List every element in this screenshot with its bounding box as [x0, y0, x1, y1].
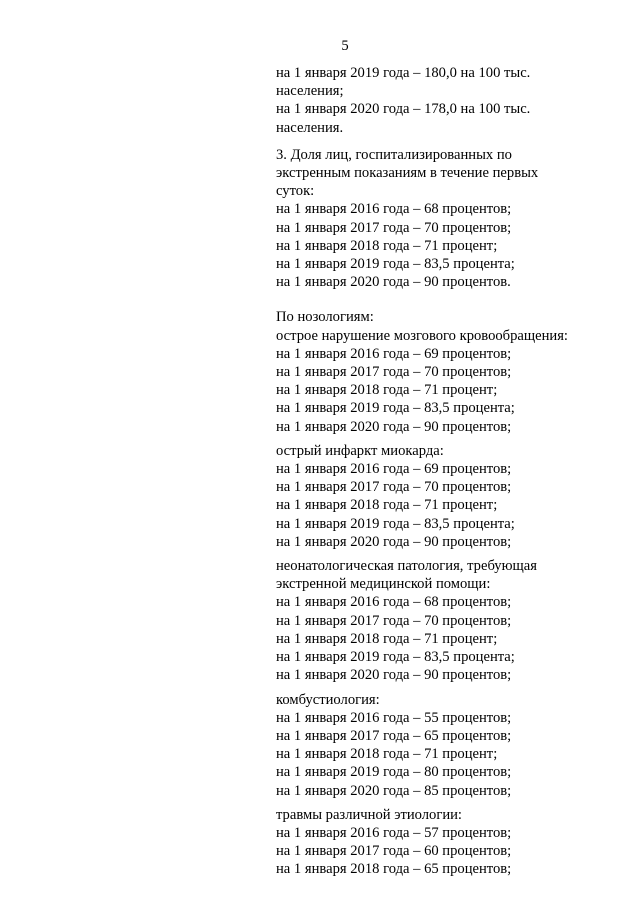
- text-line: на 1 января 2017 года – 70 процентов;: [276, 612, 512, 629]
- subsection-heading: неонатологическая патология, требующая: [276, 558, 537, 575]
- text-line: на 1 января 2018 года – 65 процентов;: [276, 861, 512, 878]
- block-neonatal-pathology: [276, 557, 596, 684]
- text-line: на 1 января 2017 года – 70 процентов;: [276, 219, 512, 236]
- block-stroke: [276, 308, 596, 435]
- text-line: на 1 января 2018 года – 71 процент;: [276, 497, 498, 514]
- text-line: на 1 января 2016 года – 68 процентов;: [276, 594, 512, 611]
- text-line: на 1 января 2020 года – 90 процентов;: [276, 533, 512, 550]
- text-line: населения.: [276, 119, 344, 136]
- block-myocardial-infarction: [276, 442, 596, 551]
- text-line: на 1 января 2018 года – 71 процент;: [276, 382, 498, 399]
- text-line: на 1 января 2018 года – 71 процент;: [276, 630, 498, 647]
- text-line: на 1 января 2016 года – 57 процентов;: [276, 824, 512, 841]
- text-line: на 1 января 2019 года – 83,5 процента;: [276, 649, 515, 666]
- text-line: на 1 января 2016 года – 69 процентов;: [276, 345, 512, 362]
- text-line: на 1 января 2017 года – 70 процентов;: [276, 364, 512, 381]
- section-heading-line: экстренным показаниям в течение первых: [276, 165, 539, 182]
- text-line: на 1 января 2020 года – 90 процентов;: [276, 418, 512, 435]
- section-heading-line: суток:: [276, 183, 315, 200]
- text-line: на 1 января 2016 года – 55 процентов;: [276, 709, 512, 726]
- subsection-heading: По нозологиям:: [276, 309, 374, 326]
- subsection-heading: экстренной медицинской помощи:: [276, 576, 491, 593]
- text-line: на 1 января 2019 года – 80 процентов;: [276, 764, 512, 781]
- subsection-heading: острое нарушение мозгового кровообращения:: [276, 327, 568, 344]
- subsection-heading: комбустиология:: [276, 691, 380, 708]
- text-line: на 1 января 2019 года – 180,0 на 100 тыс.: [276, 65, 531, 81]
- block-combustiology: [276, 691, 596, 800]
- text-line: на 1 января 2020 года – 90 процентов;: [276, 667, 512, 684]
- section-heading-line: 3. Доля лиц, госпитализированных по: [276, 146, 512, 163]
- text-line: на 1 января 2017 года – 70 процентов;: [276, 479, 512, 496]
- text-line: на 1 января 2019 года – 83,5 процента;: [276, 256, 515, 273]
- document-body: [276, 64, 596, 879]
- text-line: на 1 января 2016 года – 69 процентов;: [276, 461, 512, 478]
- page-number: 5: [341, 38, 349, 54]
- text-line: на 1 января 2016 года – 68 процентов;: [276, 201, 512, 218]
- text-line: на 1 января 2019 года – 83,5 процента;: [276, 515, 515, 532]
- block-emergency-hospitalization-share: [276, 146, 596, 292]
- text-line: на 1 января 2018 года – 71 процент;: [276, 237, 498, 254]
- block-trauma: [276, 806, 596, 879]
- text-line: на 1 января 2020 года – 85 процентов;: [276, 782, 512, 799]
- text-line: на 1 января 2017 года – 65 процентов;: [276, 727, 512, 744]
- text-line: на 1 января 2020 года – 178,0 на 100 тыс.: [276, 101, 531, 118]
- subsection-heading: острый инфаркт миокарда:: [276, 442, 444, 459]
- text-line: населения;: [276, 83, 344, 100]
- text-line: на 1 января 2017 года – 60 процентов;: [276, 843, 512, 860]
- block-mortality-rate-continuation: [276, 64, 596, 137]
- subsection-heading: травмы различной этиологии:: [276, 806, 462, 823]
- text-line: на 1 января 2018 года – 71 процент;: [276, 746, 498, 763]
- text-line: на 1 января 2020 года – 90 процентов.: [276, 274, 511, 291]
- text-line: на 1 января 2019 года – 83,5 процента;: [276, 400, 515, 417]
